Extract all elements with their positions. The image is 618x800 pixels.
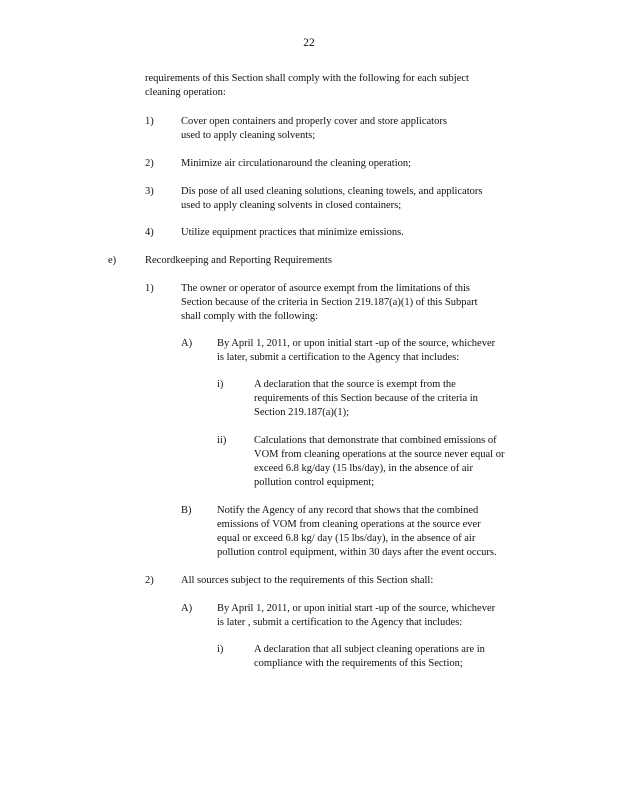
item-label: 1) bbox=[145, 283, 154, 294]
text-line: By April 1, 2011, or upon initial start -up of the source, whichever bbox=[217, 338, 496, 349]
text-line: Dis pose of all used cleaning solutions, cleaning towels, and applicators bbox=[181, 186, 483, 197]
text-line: By April 1, 2011, or upon initial start -up of the source, whichever bbox=[217, 603, 496, 614]
item-label: ii) bbox=[217, 435, 227, 446]
item-text bbox=[254, 434, 504, 490]
text-line: is later , submit a certification to the Agency that includes: bbox=[217, 617, 463, 628]
item-label: 4) bbox=[145, 227, 154, 238]
text-line: shall comply with the following: bbox=[181, 311, 319, 322]
item-label: 3) bbox=[145, 186, 154, 197]
text-line: A declaration that the source is exempt from the bbox=[254, 379, 456, 390]
text-line: Cover open containers and properly cover and store applicators bbox=[181, 116, 447, 127]
text-line: emissions of VOM from cleaning operations at the source ever bbox=[217, 519, 481, 530]
text-line: is later, submit a certification to the Agency that includes: bbox=[217, 352, 460, 363]
item-text bbox=[181, 185, 483, 213]
text-line: A declaration that all subject cleaning operations are in bbox=[254, 644, 485, 655]
item-text bbox=[181, 574, 433, 588]
item-label: 1) bbox=[145, 116, 154, 127]
item-text bbox=[181, 282, 478, 324]
item-label: i) bbox=[217, 644, 224, 655]
item-text bbox=[254, 643, 485, 671]
item-text bbox=[254, 378, 478, 420]
item-label: i) bbox=[217, 379, 224, 390]
text-line: exceed 6.8 kg/day (15 lbs/day), in the absence of air bbox=[254, 463, 473, 474]
text-line: Utilize equipment practices that minimize emissions. bbox=[181, 227, 404, 238]
text-line: Notify the Agency of any record that shows that the combined bbox=[217, 505, 479, 516]
text-line: Minimize air circulationaround the cleaning operation; bbox=[181, 158, 412, 169]
text-line: Calculations that demonstrate that combined emissions of bbox=[254, 435, 497, 446]
item-label: B) bbox=[181, 505, 192, 516]
text-line: Recordkeeping and Reporting Requirements bbox=[145, 255, 332, 266]
text-line: cleaning operation: bbox=[145, 87, 226, 98]
text-line: Section because of the criteria in Section 219.187(a)(1) of this Subpart bbox=[181, 297, 478, 308]
item-label: 2) bbox=[145, 575, 154, 586]
text-line: compliance with the requirements of this Section; bbox=[254, 658, 463, 669]
text-line: VOM from cleaning operations at the source never equal or bbox=[254, 449, 505, 460]
item-text bbox=[181, 115, 447, 143]
item-label: A) bbox=[181, 603, 193, 614]
text-line: pollution control equipment; bbox=[254, 477, 375, 488]
item-text bbox=[217, 602, 495, 630]
item-label: 2) bbox=[145, 158, 154, 169]
item-label: A) bbox=[181, 338, 193, 349]
section-label: e) bbox=[108, 255, 117, 266]
item-text bbox=[181, 226, 404, 240]
text-line: All sources subject to the requirements of this Section shall: bbox=[181, 575, 434, 586]
intro-paragraph bbox=[145, 72, 469, 100]
text-line: pollution control equipment, within 30 days after the event occurs. bbox=[217, 547, 497, 558]
text-line: used to apply cleaning solvents in closed containers; bbox=[181, 200, 402, 211]
item-text bbox=[181, 157, 411, 171]
item-text bbox=[217, 337, 495, 365]
text-line: Section 219.187(a)(1); bbox=[254, 407, 350, 418]
text-line: requirements of this Section shall comply with the following for each subject bbox=[145, 73, 469, 84]
page-number: 22 bbox=[303, 37, 315, 49]
section-title bbox=[145, 254, 332, 268]
item-text bbox=[217, 504, 497, 560]
text-line: requirements of this Section because of the criteria in bbox=[254, 393, 478, 404]
text-line: equal or exceed 6.8 kg/ day (15 lbs/day), in the absence of air bbox=[217, 533, 476, 544]
text-line: The owner or operator of asource exempt from the limitations of this bbox=[181, 283, 470, 294]
text-line: used to apply cleaning solvents; bbox=[181, 130, 316, 141]
